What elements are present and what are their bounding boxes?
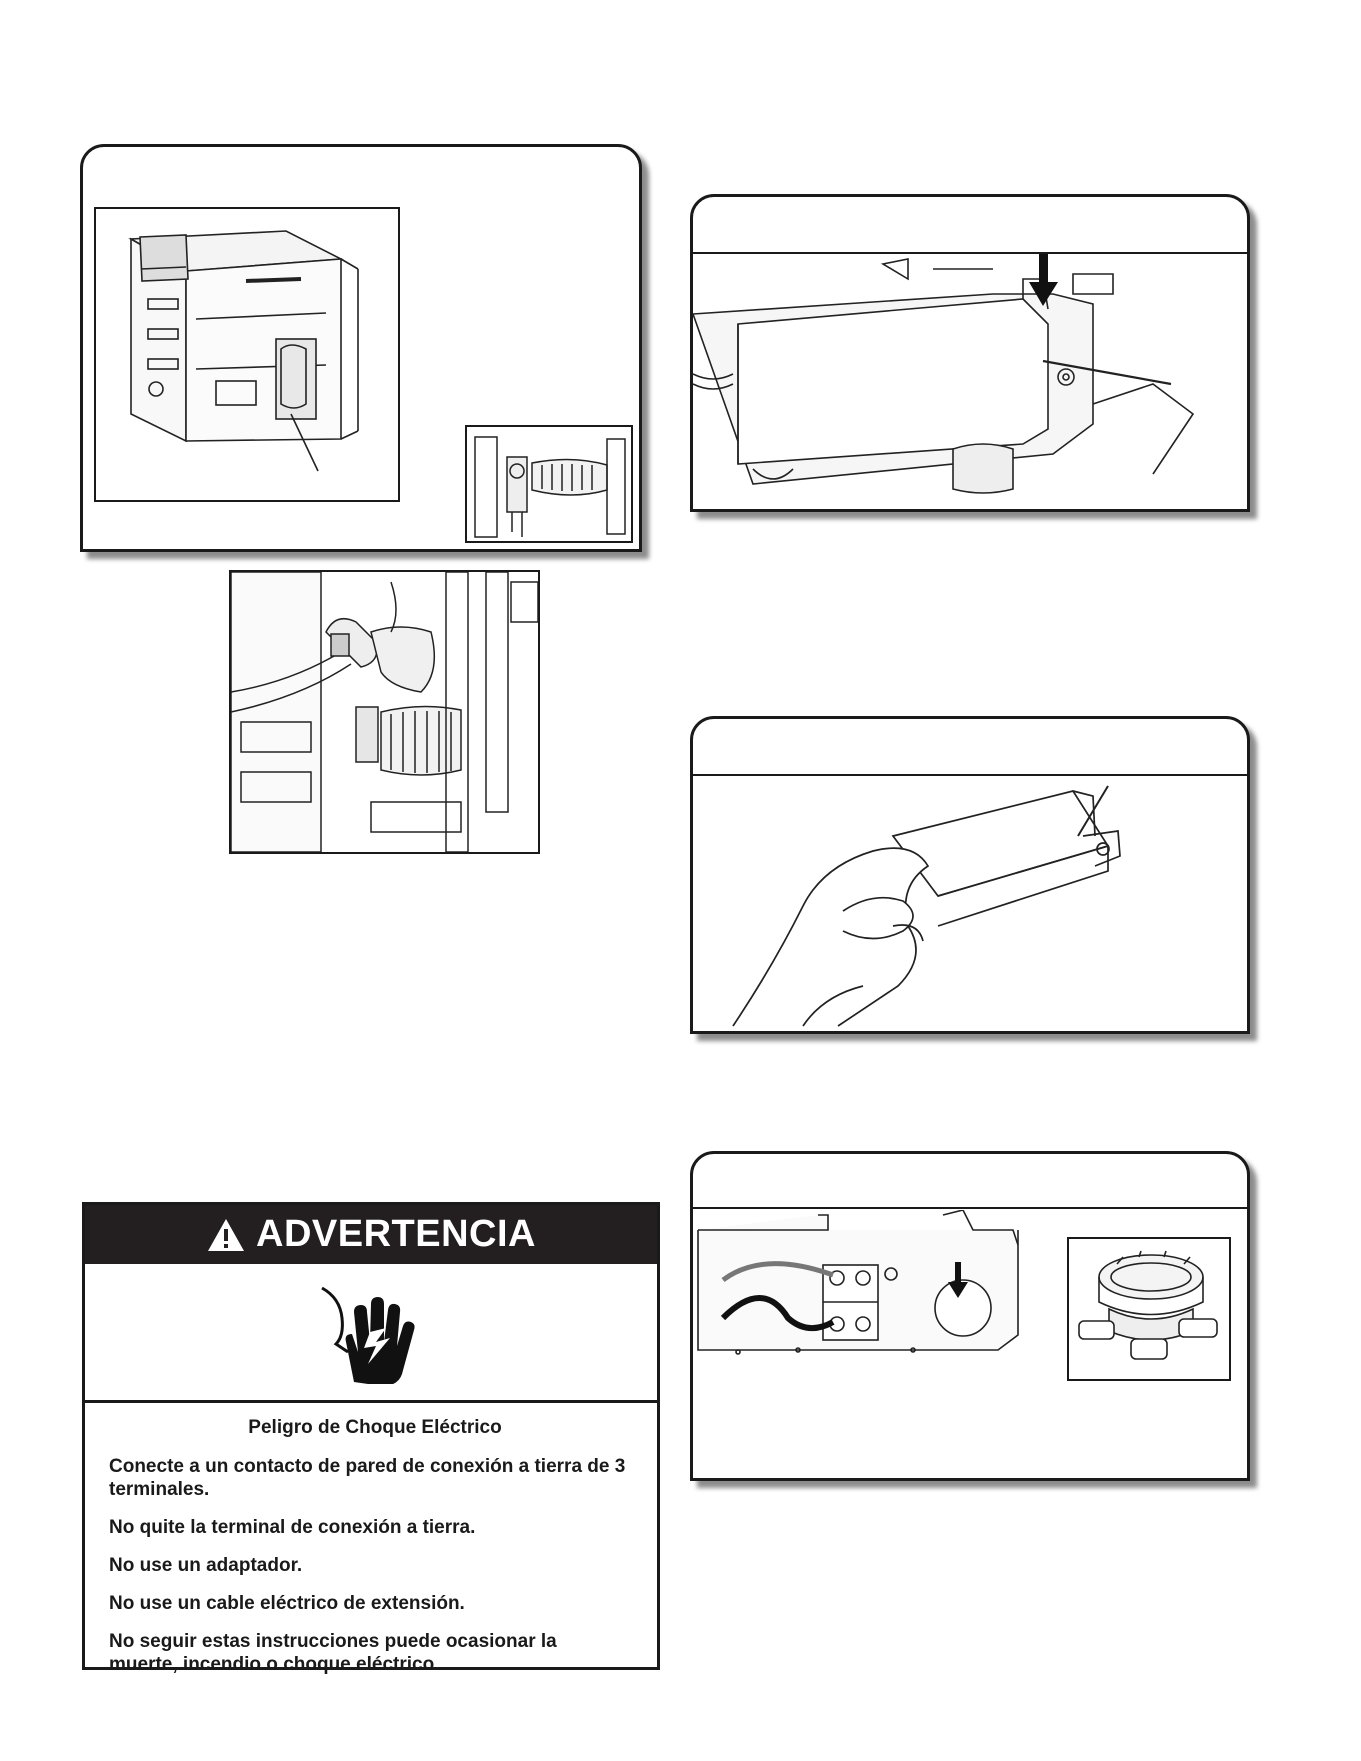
warning-header (85, 1205, 657, 1264)
warning-line: Conecte a un contacto de pared de conexión a tierra de 3 terminales. (109, 1456, 626, 1500)
panel-header-bar (693, 1154, 1247, 1209)
warning-line: No seguir estas instrucciones puede ocasionar la muerte, incendio o choque eléctrico. (109, 1631, 557, 1675)
figure-panel-cover-hand (690, 716, 1250, 1034)
cabinet-drawing-frame (94, 207, 400, 502)
cover-hand-illustration (693, 776, 1247, 1028)
inset-detail-frame (465, 425, 633, 543)
strain-relief-illustration (1069, 1239, 1229, 1379)
warning-line: No use un cable eléctrico de extensión. (109, 1593, 465, 1614)
electric-shock-hand-icon (314, 1284, 424, 1384)
cover-install-illustration (693, 254, 1247, 506)
figure-panel-terminal-block (690, 1151, 1250, 1481)
inset-illustration (467, 427, 631, 541)
panel-header-bar (693, 719, 1247, 776)
figure-panel-cover-install (690, 194, 1250, 512)
warning-triangle-icon (206, 1217, 246, 1253)
warning-icon-area (85, 1264, 657, 1403)
warning-line: No use un adaptador. (109, 1555, 303, 1576)
hose-detail-frame (229, 570, 540, 854)
panel-header-bar (693, 197, 1247, 254)
warning-subtitle: Peligro de Choque Eléctrico (248, 1417, 502, 1438)
strain-relief-frame (1067, 1237, 1231, 1381)
warning-text (109, 1417, 641, 1691)
warning-box (82, 1202, 660, 1675)
warning-line: No quite la terminal de conexión a tierra. (109, 1517, 476, 1538)
figure-panel-cabinet (80, 144, 642, 552)
warning-title: ADVERTENCIA (256, 1213, 536, 1255)
hose-detail-illustration (231, 572, 538, 852)
cabinet-illustration (96, 209, 398, 500)
